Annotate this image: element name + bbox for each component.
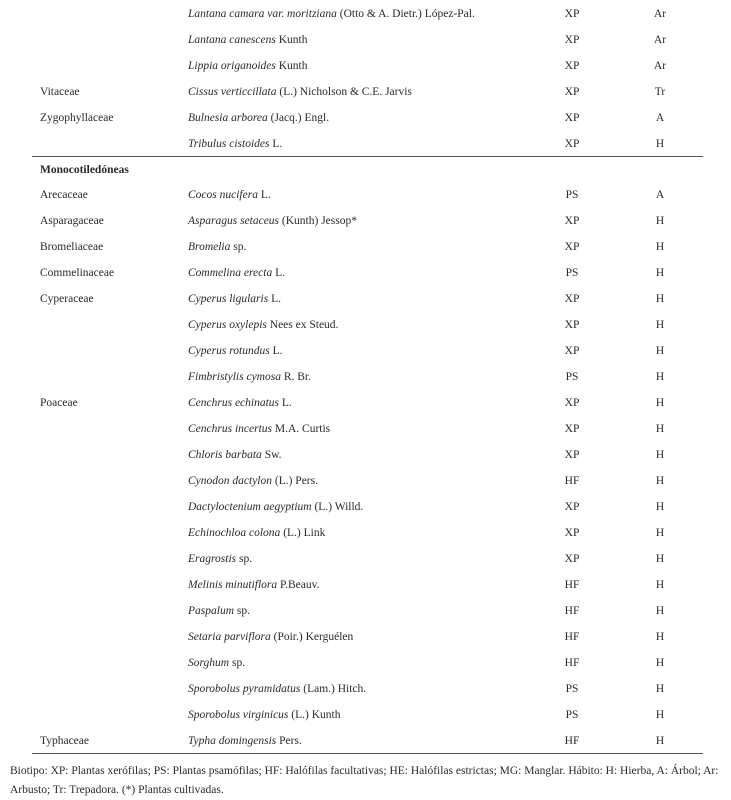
habito-cell: H [655, 657, 665, 669]
species-cell [188, 390, 292, 416]
biotipo-cell: XP [564, 215, 580, 227]
species-name: Cocos nucifera [188, 189, 258, 201]
table-row [0, 702, 731, 728]
habito-cell: H [655, 371, 665, 383]
table-row [0, 286, 731, 312]
habito-cell: H [655, 475, 665, 487]
species-author: (Kunth) Jessop* [279, 215, 357, 227]
biotipo-cell: HF [564, 475, 580, 487]
species-cell [188, 53, 307, 79]
habito-cell: Ar [653, 60, 667, 72]
biotipo-cell: PS [565, 683, 579, 695]
biotipo-cell: XP [564, 86, 580, 98]
species-name: Dactyloctenium aegyptium [188, 501, 312, 513]
species-author: sp. [234, 605, 250, 617]
table-row [0, 494, 731, 520]
biotipo-cell: XP [564, 112, 580, 124]
biotipo-cell: XP [564, 138, 580, 150]
table-row [0, 27, 731, 53]
species-name: Commelina erecta [188, 267, 273, 279]
habito-cell: H [655, 319, 665, 331]
table-row [0, 520, 731, 546]
species-name: Cenchrus echinatus [188, 397, 280, 409]
species-cell [188, 182, 271, 208]
habito-cell: H [655, 397, 665, 409]
table-row [0, 234, 731, 260]
species-author: R. Br. [280, 371, 311, 383]
species-cell [188, 494, 363, 520]
biotipo-cell: XP [564, 319, 580, 331]
species-author: sp. [236, 553, 253, 565]
species-cell [188, 312, 338, 338]
habito-cell: H [655, 215, 665, 227]
habito-cell: H [655, 631, 665, 643]
species-name: Typha domingensis [188, 735, 277, 747]
species-cell [188, 572, 320, 598]
species-cell [188, 338, 282, 364]
table-row [0, 79, 731, 105]
biotipo-cell: XP [564, 501, 580, 513]
species-author: Pers. [276, 735, 302, 747]
species-name: Tribulus cistoides [188, 138, 270, 150]
family-cell: Typhaceae [40, 735, 89, 747]
species-author: (L.) Pers. [272, 475, 318, 487]
species-author: sp. [230, 241, 247, 253]
table-row [0, 182, 731, 208]
table-row [0, 53, 731, 79]
species-cell [188, 468, 318, 494]
species-name: Lippia origanoides [188, 60, 276, 72]
species-cell [188, 728, 302, 754]
species-name: Sporobolus virginicus [188, 709, 289, 721]
family-cell: Arecaceae [40, 189, 88, 201]
species-cell [188, 234, 246, 260]
species-name: Fimbristylis cymosa [188, 371, 281, 383]
species-author: L. [272, 267, 285, 279]
section-heading-monocotiledoneas: Monocotiledóneas [40, 164, 129, 176]
species-author: Nees ex Steud. [266, 319, 339, 331]
species-author: Kunth [275, 60, 308, 72]
habito-cell: H [655, 449, 665, 461]
table-row [0, 1, 731, 27]
species-cell [188, 598, 250, 624]
family-cell: Cyperaceae [40, 293, 94, 305]
family-cell: Zygophyllaceae [40, 112, 114, 124]
table-bottom-rule [32, 753, 703, 754]
table-row [0, 442, 731, 468]
species-author: (L.) Willd. [311, 501, 364, 513]
habito-cell: H [655, 579, 665, 591]
species-cell [188, 650, 245, 676]
table-row [0, 468, 731, 494]
species-name: Chloris barbata [188, 449, 262, 461]
species-cell [188, 702, 340, 728]
species-cell [188, 676, 366, 702]
species-name: Asparagus setaceus [188, 215, 280, 227]
species-cell [188, 364, 311, 390]
habito-cell: H [655, 241, 665, 253]
species-author: (Otto & A. Dietr.) López-Pal. [336, 8, 475, 20]
table-row [0, 260, 731, 286]
species-cell [188, 208, 357, 234]
table-row [0, 390, 731, 416]
species-name: Cissus verticcillata [188, 86, 277, 98]
species-author: L. [279, 397, 292, 409]
table-row [0, 338, 731, 364]
table-row [0, 208, 731, 234]
habito-cell: H [655, 345, 665, 357]
species-name: Bulnesia arborea [188, 112, 268, 124]
biotipo-cell: XP [564, 423, 580, 435]
habito-cell: Ar [653, 8, 667, 20]
species-cell [188, 286, 281, 312]
species-name: Bromelia [188, 241, 231, 253]
biotipo-cell: HF [564, 631, 580, 643]
species-name: Cyperus rotundus [188, 345, 270, 357]
species-name: Setaria parviflora [188, 631, 271, 643]
species-name: Cyperus ligularis [188, 293, 269, 305]
species-author: L. [257, 189, 271, 201]
species-cell [188, 131, 282, 157]
habito-cell: H [655, 267, 665, 279]
species-author: Kunth [275, 34, 308, 46]
biotipo-cell: XP [564, 60, 580, 72]
species-name: Sporobolus pyramidatus [188, 683, 301, 695]
species-name: Cynodon dactylon [188, 475, 272, 487]
family-cell: Vitaceae [40, 86, 80, 98]
biotipo-cell: XP [564, 8, 580, 20]
species-author: L. [269, 138, 283, 150]
habito-cell: H [655, 735, 665, 747]
habito-cell: H [655, 553, 665, 565]
family-cell: Poaceae [40, 397, 78, 409]
table-row [0, 624, 731, 650]
habito-cell: H [655, 423, 665, 435]
biotipo-cell: XP [564, 449, 580, 461]
table-row [0, 416, 731, 442]
species-author: P.Beauv. [277, 579, 320, 591]
species-name: Cyperus oxylepis [188, 319, 267, 331]
table-footnote: Biotipo: XP: Plantas xerófilas; PS: Plantas psamófilas; HF: Halófilas facultativas; HE: Halófilas estrictas; MG: Manglar. Hábito: H: Hierba, A: Árbol; Ar: Arbusto; Tr: Trepadora. (*) Plantas cultivadas. [10, 765, 719, 796]
family-cell: Asparagaceae [40, 215, 104, 227]
habito-cell: Tr [654, 86, 666, 98]
biotipo-cell: XP [564, 241, 580, 253]
species-name: Lantana camara var. moritziana [188, 8, 337, 20]
biotipo-cell: HF [564, 579, 580, 591]
species-author: L. [268, 293, 281, 305]
species-name: Paspalum [188, 605, 234, 617]
species-cell [188, 260, 285, 286]
habito-cell: H [655, 605, 665, 617]
table-row [0, 364, 731, 390]
species-cell [188, 1, 475, 27]
habito-cell: A [655, 112, 665, 124]
habito-cell: H [655, 527, 665, 539]
habito-cell: H [655, 709, 665, 721]
biotipo-cell: HF [564, 735, 580, 747]
table-row [0, 105, 731, 131]
biotipo-cell: PS [565, 371, 579, 383]
species-author: (L.) Nicholson & C.E. Jarvis [276, 86, 412, 98]
table-row [0, 676, 731, 702]
habito-cell: H [655, 501, 665, 513]
species-author: (Jacq.) Engl. [267, 112, 330, 124]
table-row [0, 728, 731, 754]
species-cell [188, 105, 329, 131]
species-name: Eragrostis [188, 553, 237, 565]
habito-cell: A [655, 189, 665, 201]
species-author: (L.) Kunth [288, 709, 341, 721]
biotipo-cell: HF [564, 605, 580, 617]
species-cell [188, 79, 412, 105]
family-cell: Commelinaceae [40, 267, 115, 279]
biotipo-cell: PS [565, 267, 579, 279]
table-row [0, 546, 731, 572]
species-author: M.A. Curtis [272, 423, 331, 435]
habito-cell: H [655, 138, 665, 150]
species-author: sp. [229, 657, 246, 669]
habito-cell: H [655, 683, 665, 695]
species-name: Lantana canescens [188, 34, 276, 46]
species-name: Melinis minutiflora [188, 579, 278, 591]
species-cell [188, 546, 252, 572]
biotipo-cell: XP [564, 293, 580, 305]
family-cell: Bromeliaceae [40, 241, 104, 253]
section-divider [32, 156, 703, 157]
table-row [0, 650, 731, 676]
species-cell [188, 624, 353, 650]
species-cell [188, 442, 282, 468]
species-cell [188, 27, 307, 53]
species-name: Sorghum [188, 657, 230, 669]
species-author: (Lam.) Hitch. [300, 683, 367, 695]
species-author: L. [269, 345, 283, 357]
biotipo-cell: PS [565, 709, 579, 721]
biotipo-cell: XP [564, 527, 580, 539]
biotipo-cell: XP [564, 345, 580, 357]
species-author: (Poir.) Kerguélen [270, 631, 354, 643]
biotipo-cell: XP [564, 553, 580, 565]
species-name: Echinochloa colona [188, 527, 281, 539]
species-cell [188, 520, 325, 546]
biotipo-cell: XP [564, 397, 580, 409]
species-author: (L.) Link [280, 527, 326, 539]
habito-cell: H [655, 293, 665, 305]
table-row [0, 572, 731, 598]
table-row [0, 312, 731, 338]
biotipo-cell: HF [564, 657, 580, 669]
species-name: Cenchrus incertus [188, 423, 273, 435]
species-cell [188, 416, 330, 442]
table-row [0, 598, 731, 624]
species-author: Sw. [261, 449, 282, 461]
table-row [0, 131, 731, 157]
biotipo-cell: PS [565, 189, 579, 201]
biotipo-cell: XP [564, 34, 580, 46]
habito-cell: Ar [653, 34, 667, 46]
